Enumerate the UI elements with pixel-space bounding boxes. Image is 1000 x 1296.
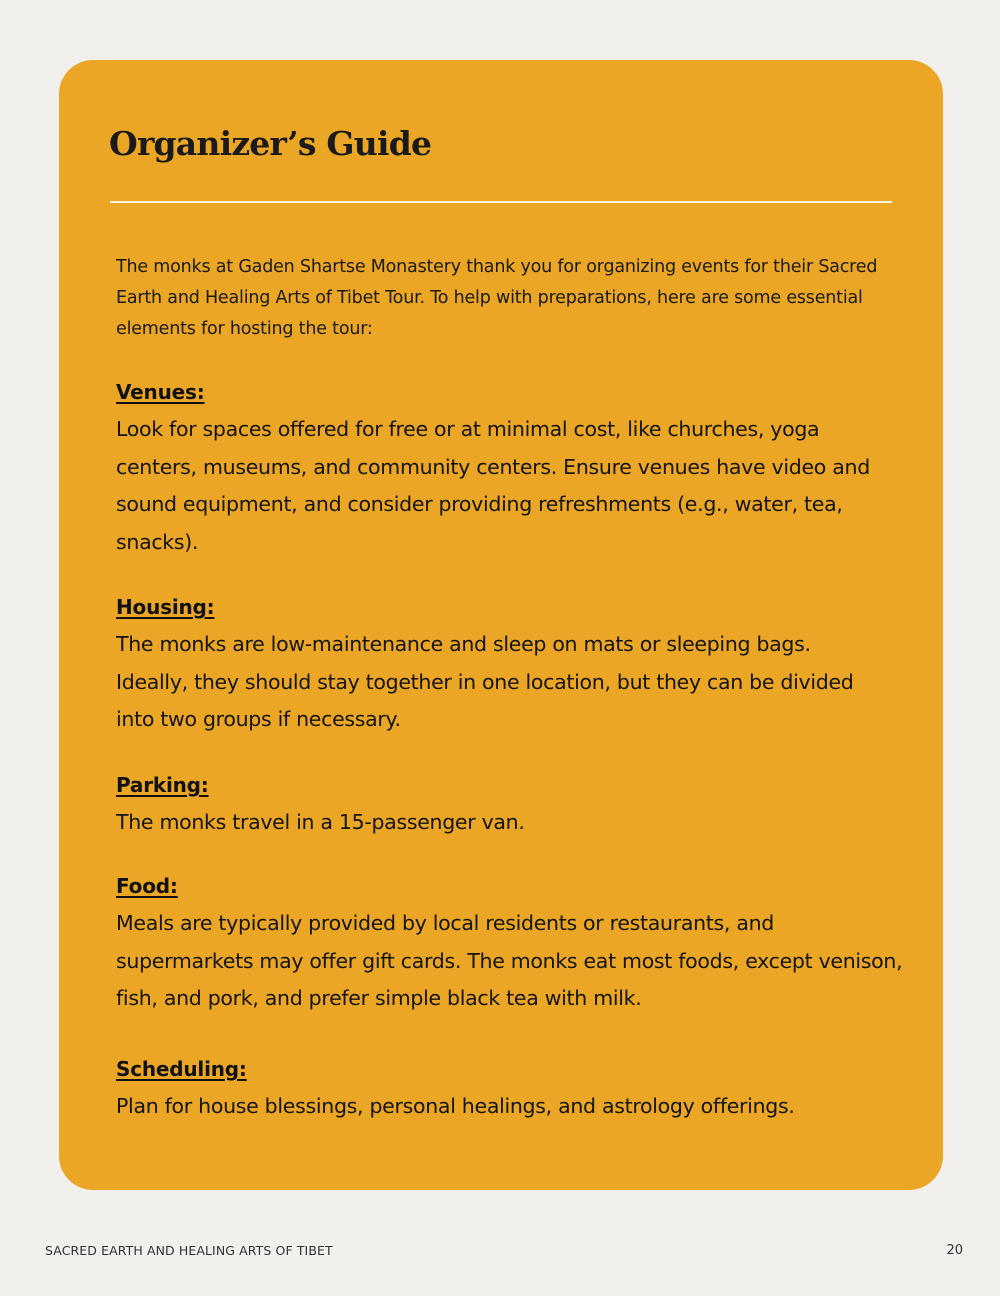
intro-paragraph: The monks at Gaden Shartse Monastery thank you for organizing events for their Sacred Earth and Healing Arts of Tibet Tour. To help with preparations, here are some essential elements for hosting the tour: xyxy=(116,257,878,339)
section-body: Look for spaces offered for free or at minimal cost, like churches, yoga centers, museums, and community centers. Ensure venues have video and sound equipment, and consider providing refreshments (e.g., water, tea, snacks). xyxy=(116,417,870,554)
title-divider xyxy=(110,201,892,203)
guide-card xyxy=(59,60,943,1190)
footer-publication-title: SACRED EARTH AND HEALING ARTS OF TIBET xyxy=(45,1243,333,1258)
section-body: Plan for house blessings, personal healings, and astrology offerings. xyxy=(116,1094,795,1118)
section-body: Meals are typically provided by local residents or restaurants, and supermarkets may offer gift cards. The monks eat most foods, except venison, fish, and pork, and prefer simple black tea with milk. xyxy=(116,911,903,1010)
section-parking xyxy=(116,770,906,842)
page-number: 20 xyxy=(946,1243,963,1258)
section-heading: Parking: xyxy=(116,773,209,797)
section-heading: Housing: xyxy=(116,595,215,619)
section-housing xyxy=(116,592,876,739)
section-heading: Food: xyxy=(116,874,178,898)
section-body: The monks are low-maintenance and sleep on mats or sleeping bags. Ideally, they should stay together in one location, but they can be divided into two groups if necessary. xyxy=(116,632,854,731)
section-food xyxy=(116,871,916,1018)
section-body: The monks travel in a 15-passenger van. xyxy=(116,810,525,834)
section-venues xyxy=(116,377,876,561)
section-heading: Scheduling: xyxy=(116,1057,247,1081)
page-title: Organizer’s Guide xyxy=(109,124,432,163)
section-scheduling xyxy=(116,1054,906,1126)
section-heading: Venues: xyxy=(116,380,205,404)
